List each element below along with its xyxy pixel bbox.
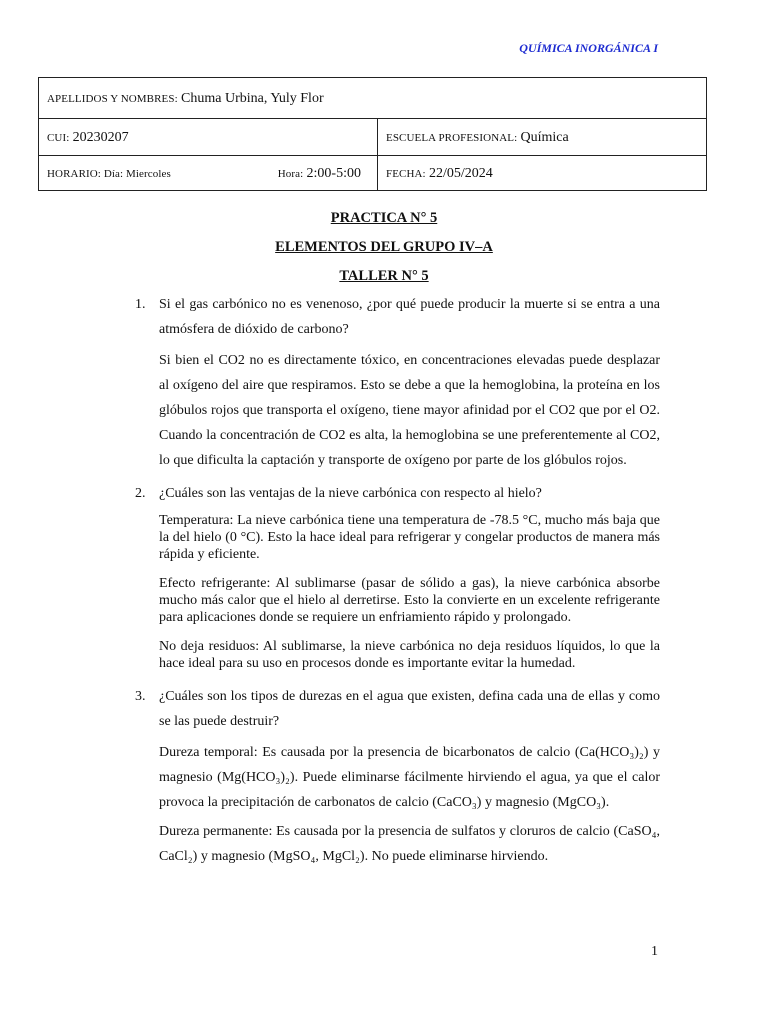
school-cell bbox=[378, 119, 707, 156]
answer-paragraph: Dureza permanente: Es causada por la presencia de sulfatos y cloruros de calcio (CaSO₄, CaCl₂) y magnesio (MgSO₄, MgCl₂). No puede eliminarse hirviendo. bbox=[159, 824, 660, 864]
question-number: 1. bbox=[135, 297, 146, 312]
school-label: ESCUELA PROFESIONAL: bbox=[386, 131, 518, 144]
question-3 bbox=[135, 684, 660, 734]
page-number: 1 bbox=[651, 944, 658, 959]
name-label: APELLIDOS Y NOMBRES: bbox=[47, 92, 178, 105]
question-number: 3. bbox=[135, 689, 146, 704]
student-info-table bbox=[38, 77, 707, 191]
questions-list bbox=[135, 292, 660, 873]
cui-label: CUI: bbox=[47, 131, 70, 144]
school-value: Química bbox=[520, 129, 569, 145]
question-2 bbox=[135, 481, 660, 506]
date-cell bbox=[378, 156, 707, 191]
group-title: ELEMENTOS DEL GRUPO IV–A bbox=[275, 239, 493, 255]
answer-paragraph: Dureza temporal: Es causada por la presencia de bicarbonatos de calcio (Ca(HCO₃)₂) y magnesio (Mg(HCO₃)₂). Puede eliminarse fácilmente hirviendo el agua, ya que el calor provoca la precipitación de carbonatos de calcio (CaCO₃) y magnesio (MgCO₃). bbox=[159, 745, 660, 810]
cui-cell bbox=[39, 119, 378, 156]
question-text: ¿Cuáles son los tipos de durezas en el agua que existen, defina cada una de ellas y como se las puede destruir? bbox=[159, 689, 660, 729]
date-label: FECHA: bbox=[386, 167, 426, 180]
name-value: Chuma Urbina, Yuly Flor bbox=[181, 90, 324, 106]
answer-paragraph: Temperatura: La nieve carbónica tiene una temperatura de -78.5 °C, mucho más baja que la del hielo (0 °C). Esto la hace ideal para refrigerar y congelar productos de manera más rápida y eficiente. bbox=[159, 513, 660, 562]
practice-title: PRACTICA N° 5 bbox=[330, 210, 438, 226]
name-cell bbox=[39, 78, 707, 119]
course-header: QUÍMICA INORGÁNICA I bbox=[519, 41, 658, 55]
hour-value: 2:00-5:00 bbox=[306, 165, 361, 181]
question-text: ¿Cuáles son las ventajas de la nieve carbónica con respecto al hielo? bbox=[159, 486, 542, 501]
answer-paragraph: Si bien el CO2 no es directamente tóxico, en concentraciones elevadas puede desplazar al oxígeno del aire que respiramos. Esto se debe a que la hemoglobina, la proteína en los glóbulos rojos que transporta el oxígeno, tiene mayor afinidad por el CO2 que por el O2. Cuando la concentración de CO2 es alta, la hemoglobina se une preferentemente al CO2, lo que dificulta la captación y transporte de oxígeno por parte de los glóbulos rojos. bbox=[159, 353, 660, 468]
question-number: 2. bbox=[135, 486, 146, 501]
hour-label: Hora: bbox=[277, 167, 304, 180]
answer-paragraph: Efecto refrigerante: Al sublimarse (pasar de sólido a gas), la nieve carbónica absorbe mucho más calor que el hielo al derretirse. Esto la convierte en un excelente refrigerante para aplicaciones donde se requiere un enfriamiento rápido y prolongado. bbox=[159, 576, 660, 625]
schedule-label: HORARIO: Día: Miercoles bbox=[47, 167, 171, 180]
workshop-title: TALLER N° 5 bbox=[339, 268, 429, 284]
schedule-cell bbox=[39, 156, 378, 191]
question-text: Si el gas carbónico no es venenoso, ¿por qué puede producir la muerte si se entra a una atmósfera de dióxido de carbono? bbox=[159, 297, 660, 337]
cui-value: 20230207 bbox=[72, 129, 129, 145]
question-1 bbox=[135, 292, 660, 342]
date-value: 22/05/2024 bbox=[428, 165, 493, 181]
answer-paragraph: No deja residuos: Al sublimarse, la nieve carbónica no deja residuos líquidos, lo que la hace ideal para su uso en procesos donde es importante evitar la humedad. bbox=[159, 639, 660, 671]
